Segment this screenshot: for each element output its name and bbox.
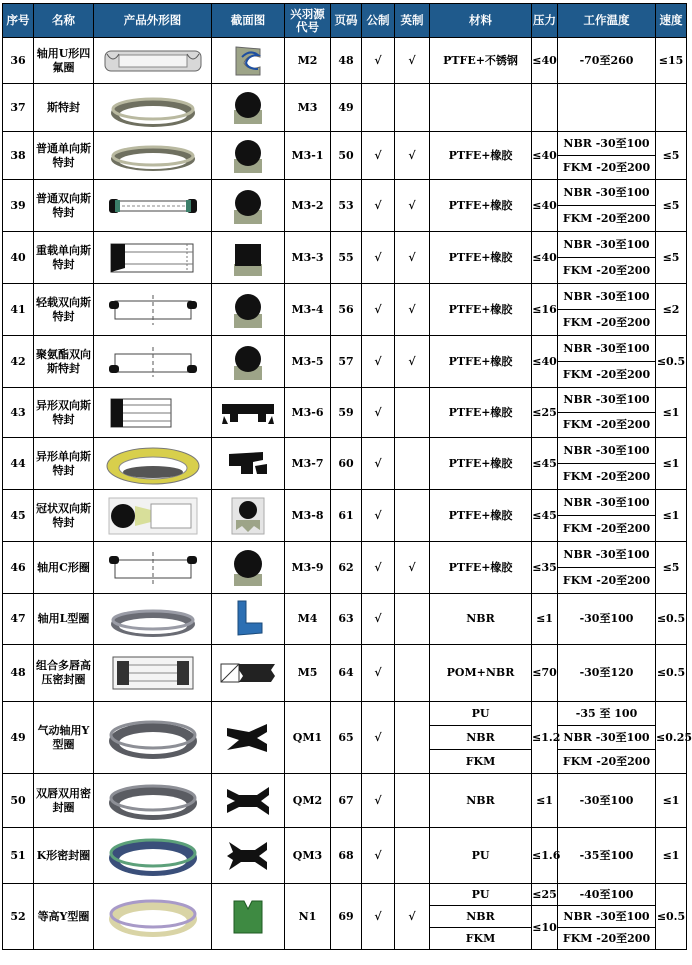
round-o-section-icon bbox=[212, 336, 285, 388]
product-spec-table bbox=[2, 3, 692, 950]
header-photo: 产品外形图 bbox=[94, 4, 212, 38]
row-page: 68 bbox=[331, 828, 362, 884]
header-section: 截面图 bbox=[212, 4, 285, 38]
row-material: PU bbox=[430, 828, 532, 884]
row-temp-fkm: FKM -20至200 bbox=[558, 362, 656, 388]
row-material: PTFE+橡胶 bbox=[430, 542, 532, 594]
row-imperial bbox=[395, 490, 430, 542]
row-no: 40 bbox=[3, 232, 34, 284]
row-no: 41 bbox=[3, 284, 34, 336]
row-pressure: ≤16 bbox=[532, 284, 558, 336]
table-row bbox=[3, 594, 687, 645]
row-material: PTFE+橡胶 bbox=[430, 336, 532, 388]
table-row bbox=[3, 38, 687, 84]
row-name: K形密封圈 bbox=[34, 828, 94, 884]
row-imperial bbox=[395, 594, 430, 645]
row-code: M4 bbox=[285, 594, 331, 645]
row-metric: √ bbox=[362, 180, 395, 232]
row-temp: -35至100 bbox=[558, 828, 656, 884]
row-no: 39 bbox=[3, 180, 34, 232]
row-temp-nbr: NBR -30至100 bbox=[558, 336, 656, 362]
round-o-section-icon bbox=[212, 132, 285, 180]
header-temp: 工作温度 bbox=[558, 4, 656, 38]
row-material-pu: PU bbox=[430, 702, 532, 726]
pu-step-seal-photo-icon bbox=[94, 336, 212, 388]
row-speed: ≤2 bbox=[656, 284, 687, 336]
shaped-single-section-icon bbox=[212, 438, 285, 490]
crown-seal-section-icon bbox=[212, 490, 285, 542]
row-name: 异形单向斯特封 bbox=[34, 438, 94, 490]
row-pressure: ≤1 bbox=[532, 594, 558, 645]
table-row bbox=[3, 336, 687, 362]
row-no: 47 bbox=[3, 594, 34, 645]
row-imperial: √ bbox=[395, 232, 430, 284]
row-temp: -30至100 bbox=[558, 774, 656, 828]
header-pressure: 压力 bbox=[532, 4, 558, 38]
c-ring-photo-icon bbox=[94, 542, 212, 594]
row-imperial: √ bbox=[395, 38, 430, 84]
row-speed: ≤5 bbox=[656, 232, 687, 284]
row-pressure: ≤35 bbox=[532, 542, 558, 594]
row-code: M5 bbox=[285, 645, 331, 702]
row-metric: √ bbox=[362, 542, 395, 594]
row-temp-fkm: FKM -20至200 bbox=[558, 258, 656, 284]
row-page: 50 bbox=[331, 132, 362, 180]
row-speed: ≤1 bbox=[656, 490, 687, 542]
row-metric: √ bbox=[362, 388, 395, 438]
table-row bbox=[3, 828, 687, 884]
row-temp-fkm: FKM -20至200 bbox=[558, 568, 656, 594]
table-row bbox=[3, 388, 687, 413]
row-pressure-rubber: ≤10 bbox=[532, 906, 558, 950]
row-speed: ≤0.5 bbox=[656, 336, 687, 388]
row-no: 43 bbox=[3, 388, 34, 438]
row-metric: √ bbox=[362, 132, 395, 180]
row-temp-fkm: FKM -20至200 bbox=[558, 464, 656, 490]
table-row bbox=[3, 438, 687, 464]
y-section-icon bbox=[212, 702, 285, 774]
row-page: 56 bbox=[331, 284, 362, 336]
row-code: QM2 bbox=[285, 774, 331, 828]
row-imperial bbox=[395, 645, 430, 702]
row-name: 冠状双向斯特封 bbox=[34, 490, 94, 542]
row-temp: -30至100 bbox=[558, 594, 656, 645]
header-imperial: 英制 bbox=[395, 4, 430, 38]
row-temp-nbr: NBR -30至100 bbox=[558, 438, 656, 464]
row-name: 斯特封 bbox=[34, 84, 94, 132]
row-no: 52 bbox=[3, 884, 34, 950]
row-page: 48 bbox=[331, 38, 362, 84]
row-page: 59 bbox=[331, 388, 362, 438]
row-imperial: √ bbox=[395, 336, 430, 388]
row-speed: ≤1 bbox=[656, 388, 687, 438]
row-material-nbr: NBR bbox=[430, 726, 532, 750]
row-material bbox=[430, 84, 532, 132]
row-temp-nbr: NBR -30至100 bbox=[558, 232, 656, 258]
table-row bbox=[3, 284, 687, 310]
header-metric: 公制 bbox=[362, 4, 395, 38]
table-row bbox=[3, 542, 687, 568]
row-speed: ≤1 bbox=[656, 828, 687, 884]
round-o-section-icon bbox=[212, 542, 285, 594]
row-code: M2 bbox=[285, 38, 331, 84]
row-pressure: ≤1.6 bbox=[532, 828, 558, 884]
round-o-section-icon bbox=[212, 180, 285, 232]
row-pressure bbox=[532, 84, 558, 132]
step-seal-section-icon bbox=[212, 84, 285, 132]
row-metric: √ bbox=[362, 645, 395, 702]
square-section-icon bbox=[212, 232, 285, 284]
row-name: 普通单向斯特封 bbox=[34, 132, 94, 180]
row-speed: ≤0.5 bbox=[656, 594, 687, 645]
row-page: 69 bbox=[331, 884, 362, 950]
row-temp-fkm: FKM -20至200 bbox=[558, 206, 656, 232]
header-page: 页码 bbox=[331, 4, 362, 38]
row-no: 38 bbox=[3, 132, 34, 180]
row-temp-fkm: FKM -20至200 bbox=[558, 413, 656, 438]
row-name: 轴用U形四氟圈 bbox=[34, 38, 94, 84]
row-metric: √ bbox=[362, 884, 395, 950]
double-lip-photo-icon bbox=[94, 774, 212, 828]
row-page: 62 bbox=[331, 542, 362, 594]
u-cross-section-icon bbox=[212, 38, 285, 84]
row-material: PTFE+橡胶 bbox=[430, 490, 532, 542]
row-temp-pu: -35 至 100 bbox=[558, 702, 656, 726]
row-metric: √ bbox=[362, 284, 395, 336]
row-material: PTFE+橡胶 bbox=[430, 232, 532, 284]
row-imperial: √ bbox=[395, 542, 430, 594]
row-metric: √ bbox=[362, 828, 395, 884]
row-temp-nbr: NBR -30至100 bbox=[558, 132, 656, 156]
row-code: M3-6 bbox=[285, 388, 331, 438]
row-code: N1 bbox=[285, 884, 331, 950]
row-no: 50 bbox=[3, 774, 34, 828]
row-temp-fkm: FKM -20至200 bbox=[558, 928, 656, 950]
row-imperial: √ bbox=[395, 284, 430, 336]
row-imperial bbox=[395, 828, 430, 884]
row-temp-fkm: FKM -20至200 bbox=[558, 516, 656, 542]
header-row bbox=[3, 4, 687, 38]
row-imperial bbox=[395, 84, 430, 132]
k-ring-photo-icon bbox=[94, 828, 212, 884]
row-temp: -30至120 bbox=[558, 645, 656, 702]
row-code: M3-4 bbox=[285, 284, 331, 336]
row-speed: ≤0.25 bbox=[656, 702, 687, 774]
row-page: 65 bbox=[331, 702, 362, 774]
row-no: 45 bbox=[3, 490, 34, 542]
row-metric: √ bbox=[362, 438, 395, 490]
row-page: 64 bbox=[331, 645, 362, 702]
row-speed bbox=[656, 84, 687, 132]
row-pressure: ≤1.2 bbox=[532, 702, 558, 774]
table-row bbox=[3, 702, 687, 726]
row-speed: ≤15 bbox=[656, 38, 687, 84]
row-metric: √ bbox=[362, 490, 395, 542]
table-row bbox=[3, 180, 687, 206]
equal-y-section-icon bbox=[212, 884, 285, 950]
row-pressure: ≤1 bbox=[532, 774, 558, 828]
row-pressure: ≤40 bbox=[532, 336, 558, 388]
equal-y-ring-photo-icon bbox=[94, 884, 212, 950]
row-name: 组合多唇高压密封圈 bbox=[34, 645, 94, 702]
row-imperial bbox=[395, 774, 430, 828]
row-speed: ≤5 bbox=[656, 542, 687, 594]
light-step-seal-photo-icon bbox=[94, 284, 212, 336]
row-speed: ≤0.5 bbox=[656, 884, 687, 950]
row-temp-fkm: FKM -20至200 bbox=[558, 750, 656, 774]
row-page: 55 bbox=[331, 232, 362, 284]
row-name: 气动轴用Y型圈 bbox=[34, 702, 94, 774]
row-name: 异形双向斯特封 bbox=[34, 388, 94, 438]
row-name: 等高Y型圈 bbox=[34, 884, 94, 950]
row-imperial bbox=[395, 438, 430, 490]
table-row bbox=[3, 232, 687, 258]
row-no: 37 bbox=[3, 84, 34, 132]
row-material: PTFE+橡胶 bbox=[430, 180, 532, 232]
row-material-pu: PU bbox=[430, 884, 532, 906]
row-no: 48 bbox=[3, 645, 34, 702]
row-page: 63 bbox=[331, 594, 362, 645]
multi-lip-photo-icon bbox=[94, 645, 212, 702]
row-temp-nbr: NBR -30至100 bbox=[558, 726, 656, 750]
row-name: 轴用L型圈 bbox=[34, 594, 94, 645]
header-code: 兴羽源代号 bbox=[285, 4, 331, 38]
row-pressure: ≤25 bbox=[532, 388, 558, 438]
row-material: NBR bbox=[430, 774, 532, 828]
row-speed: ≤5 bbox=[656, 180, 687, 232]
row-page: 57 bbox=[331, 336, 362, 388]
row-imperial bbox=[395, 388, 430, 438]
row-material: PTFE+橡胶 bbox=[430, 438, 532, 490]
row-temp-pu: -40至100 bbox=[558, 884, 656, 906]
row-code: QM1 bbox=[285, 702, 331, 774]
row-material: POM+NBR bbox=[430, 645, 532, 702]
row-material: PTFE+橡胶 bbox=[430, 388, 532, 438]
table-row bbox=[3, 884, 687, 906]
row-pressure: ≤45 bbox=[532, 490, 558, 542]
row-no: 44 bbox=[3, 438, 34, 490]
row-speed: ≤0.5 bbox=[656, 645, 687, 702]
row-code: M3-8 bbox=[285, 490, 331, 542]
row-metric: √ bbox=[362, 702, 395, 774]
shaped-double-photo-icon bbox=[94, 388, 212, 438]
multi-lip-section-icon bbox=[212, 645, 285, 702]
row-name: 聚氨酯双向斯特封 bbox=[34, 336, 94, 388]
y-ring-photo-icon bbox=[94, 702, 212, 774]
row-code: M3-5 bbox=[285, 336, 331, 388]
row-temp-nbr: NBR -30至100 bbox=[558, 542, 656, 568]
row-pressure: ≤40 bbox=[532, 38, 558, 84]
row-code: M3 bbox=[285, 84, 331, 132]
row-imperial: √ bbox=[395, 180, 430, 232]
row-page: 60 bbox=[331, 438, 362, 490]
row-code: M3-3 bbox=[285, 232, 331, 284]
row-pressure: ≤40 bbox=[532, 180, 558, 232]
row-code: M3-9 bbox=[285, 542, 331, 594]
double-lip-section-icon bbox=[212, 774, 285, 828]
row-temp-nbr: NBR -30至100 bbox=[558, 906, 656, 928]
header-name: 名称 bbox=[34, 4, 94, 38]
row-no: 36 bbox=[3, 38, 34, 84]
row-page: 67 bbox=[331, 774, 362, 828]
shaped-single-photo-icon bbox=[94, 438, 212, 490]
row-speed: ≤1 bbox=[656, 438, 687, 490]
row-page: 61 bbox=[331, 490, 362, 542]
row-material-nbr: NBR bbox=[430, 906, 532, 928]
heavy-step-seal-photo-icon bbox=[94, 232, 212, 284]
row-material: PTFE+橡胶 bbox=[430, 284, 532, 336]
row-name: 重载单向斯特封 bbox=[34, 232, 94, 284]
row-code: M3-2 bbox=[285, 180, 331, 232]
row-temp-fkm: FKM -20至200 bbox=[558, 310, 656, 336]
row-no: 42 bbox=[3, 336, 34, 388]
row-pressure: ≤40 bbox=[532, 132, 558, 180]
round-o-section-icon bbox=[212, 284, 285, 336]
row-imperial: √ bbox=[395, 132, 430, 180]
row-no: 49 bbox=[3, 702, 34, 774]
row-page: 49 bbox=[331, 84, 362, 132]
u-ring-photo-icon bbox=[94, 38, 212, 84]
header-speed: 速度 bbox=[656, 4, 687, 38]
step-seal-photo-icon bbox=[94, 84, 212, 132]
row-temp-nbr: NBR -30至100 bbox=[558, 284, 656, 310]
row-pressure: ≤45 bbox=[532, 438, 558, 490]
row-speed: ≤1 bbox=[656, 774, 687, 828]
row-code: QM3 bbox=[285, 828, 331, 884]
row-material: PTFE+橡胶 bbox=[430, 132, 532, 180]
single-step-seal-photo-icon bbox=[94, 132, 212, 180]
row-name: 轴用C形圈 bbox=[34, 542, 94, 594]
row-imperial: √ bbox=[395, 884, 430, 950]
row-speed: ≤5 bbox=[656, 132, 687, 180]
row-metric: √ bbox=[362, 594, 395, 645]
crown-seal-photo-icon bbox=[94, 490, 212, 542]
row-code: M3-1 bbox=[285, 132, 331, 180]
row-no: 46 bbox=[3, 542, 34, 594]
row-metric bbox=[362, 84, 395, 132]
row-temp bbox=[558, 84, 656, 132]
shaped-double-section-icon bbox=[212, 388, 285, 438]
row-metric: √ bbox=[362, 774, 395, 828]
k-section-icon bbox=[212, 828, 285, 884]
table-row bbox=[3, 774, 687, 828]
header-no: 序号 bbox=[3, 4, 34, 38]
row-material: NBR bbox=[430, 594, 532, 645]
header-material: 材料 bbox=[430, 4, 532, 38]
row-material-fkm: FKM bbox=[430, 928, 532, 950]
table-row bbox=[3, 84, 687, 132]
row-name: 轻载双向斯特封 bbox=[34, 284, 94, 336]
row-pressure: ≤70 bbox=[532, 645, 558, 702]
table-row bbox=[3, 645, 687, 702]
l-section-icon bbox=[212, 594, 285, 645]
table-row bbox=[3, 490, 687, 516]
table-row bbox=[3, 132, 687, 156]
row-metric: √ bbox=[362, 38, 395, 84]
row-metric: √ bbox=[362, 232, 395, 284]
row-material: PTFE+不锈钢 bbox=[430, 38, 532, 84]
row-code: M3-7 bbox=[285, 438, 331, 490]
row-no: 51 bbox=[3, 828, 34, 884]
row-temp: -70至260 bbox=[558, 38, 656, 84]
row-temp-nbr: NBR -30至100 bbox=[558, 388, 656, 413]
row-pressure-pu: ≤25 bbox=[532, 884, 558, 906]
row-temp-nbr: NBR -30至100 bbox=[558, 490, 656, 516]
row-pressure: ≤40 bbox=[532, 232, 558, 284]
l-ring-photo-icon bbox=[94, 594, 212, 645]
row-temp-nbr: NBR -30至100 bbox=[558, 180, 656, 206]
double-step-seal-photo-icon bbox=[94, 180, 212, 232]
row-material-fkm: FKM bbox=[430, 750, 532, 774]
row-imperial bbox=[395, 702, 430, 774]
row-metric: √ bbox=[362, 336, 395, 388]
row-name: 双唇双用密封圈 bbox=[34, 774, 94, 828]
row-name: 普通双向斯特封 bbox=[34, 180, 94, 232]
row-page: 53 bbox=[331, 180, 362, 232]
row-temp-fkm: FKM -20至200 bbox=[558, 156, 656, 180]
